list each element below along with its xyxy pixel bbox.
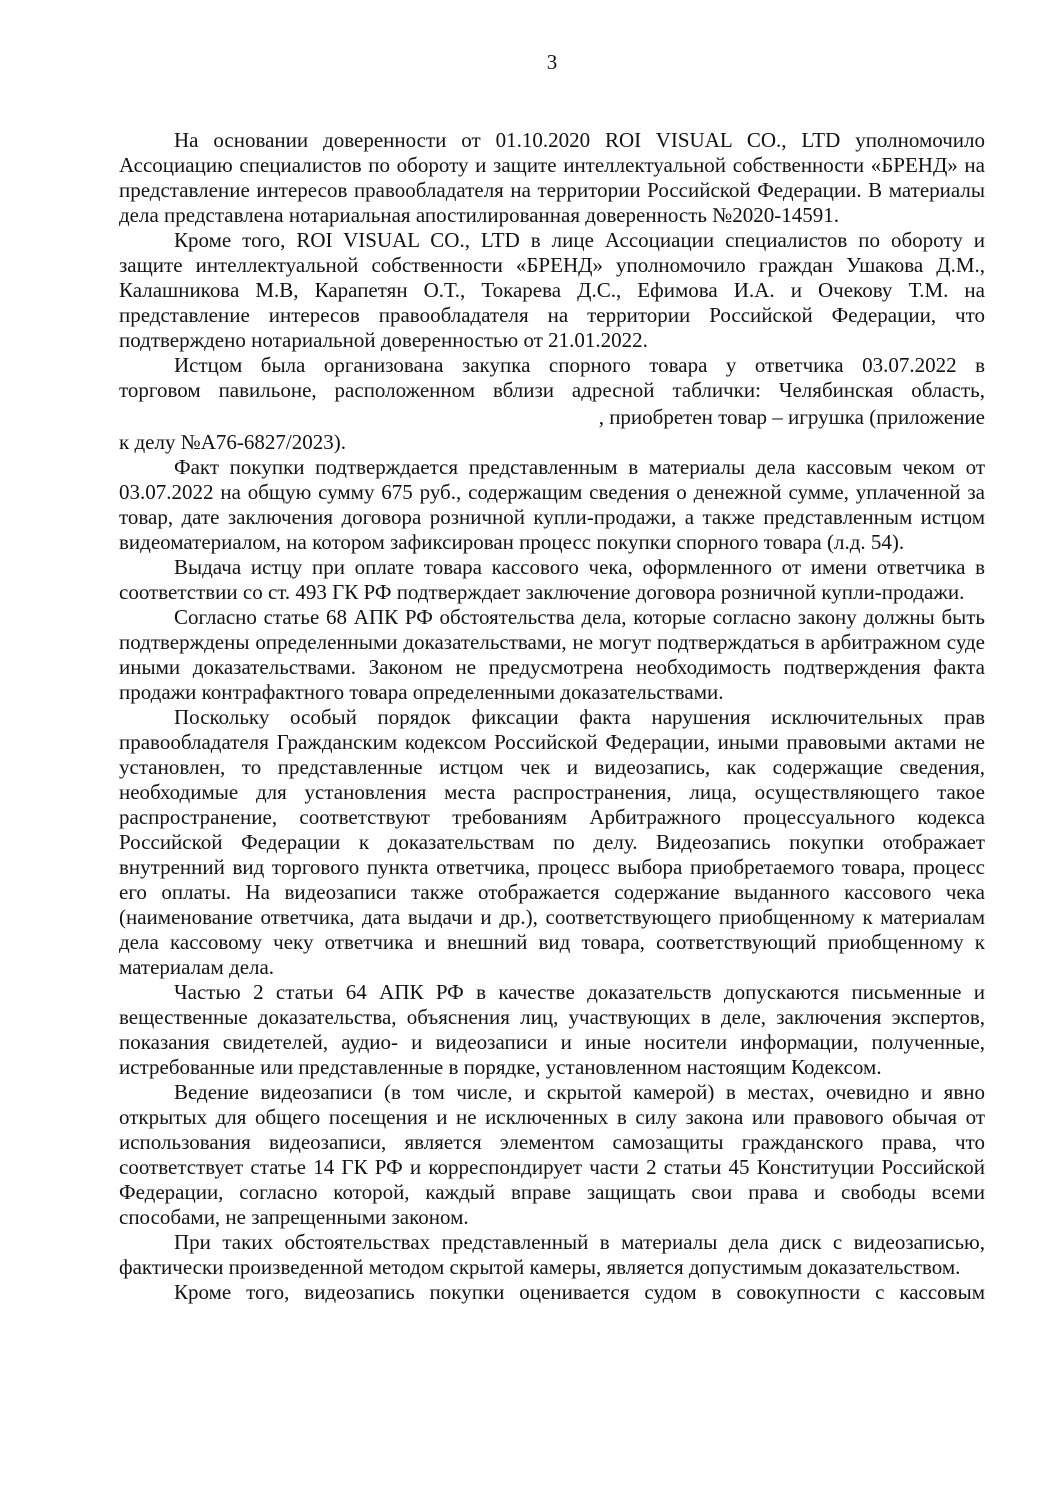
page-number: 3	[546, 50, 558, 74]
paragraph-video-recording-legality: Ведение видеозаписи (в том числе, и скрытой камерой) в местах, очевидно и явно открытых для общего посещения и не исключенных в силу закона или правового обычая от использования видеозаписи, является элементом самозащиты гражданского права, что соответствует статье 14 ГК РФ и корреспондирует части 2 статьи 45 Конституции Российской Федерации, согласно которой, каждый вправе защищать свои права и свободы всеми способами, не запрещенными законом.	[119, 1080, 985, 1229]
paragraph-disc-admissibility: При таких обстоятельствах представленный в материалы дела диск с видеозаписью, фактически произведенной методом скрытой камеры, является допустимым доказательством.	[119, 1230, 985, 1279]
paragraph-receipt-issuance: Выдача истцу при оплате товара кассового чека, оформленного от имени ответчика в соответствии со ст. 493 ГК РФ подтверждает заключение договора розничной купли-продажи.	[119, 555, 985, 604]
paragraph-line: торговом павильоне, расположенном вблизи адресной таблички: Челябинская область,	[119, 378, 985, 402]
paragraph-line: Истцом была организована закупка спорного товара у ответчика 03.07.2022 в	[174, 353, 985, 377]
paragraph-purchase-with-redaction	[119, 353, 985, 455]
paragraph-line-text: , приобретен товар – игрушка (приложение	[598, 405, 985, 429]
paragraph-article-64: Частью 2 статьи 64 АПК РФ в качестве доказательств допускаются письменные и вещественные доказательства, объяснения лиц, участвующих в деле, заключения экспертов, показания свидетелей, аудио- и видеозаписи и иные носители информации, полученные, истребованные или представленные в порядке, установленном настоящим Кодексом.	[119, 980, 985, 1079]
paragraph-authorization-citizens: Кроме того, ROI VISUAL CO., LTD в лице Ассоциации специалистов по обороту и защите интеллектуальной собственности «БРЕНД» уполномочило граждан Ушакова Д.М., Калашникова М.В, Карапетян О.Т., Токарева Д.С., Ефимова И.А. и Очекову Т.М. на представление интересов правообладателя на территории Российской Федерации, что подтверждено нотариальной доверенностью от 21.01.2022.	[119, 228, 985, 352]
paragraph-purchase-fact: Факт покупки подтверждается представленным в материалы дела кассовым чеком от 03.07.2022 на общую сумму 675 руб., содержащим сведения о денежной сумме, уплаченной за товар, дате заключения договора розничной купли-продажи, а также представленным истцом видеоматериалом, на котором зафиксирован процесс покупки спорного товара (л.д. 54).	[119, 455, 985, 554]
paragraph-authorization-brand: На основании доверенности от 01.10.2020 ROI VISUAL CO., LTD уполномочило Ассоциацию специалистов по обороту и защите интеллектуальной собственности «БРЕНД» на представление интересов правообладателя на территории Российской Федерации. В материалы дела представлена нотариальная апостилированная доверенность №2020-14591.	[119, 128, 985, 227]
paragraph-line: к делу №А76-6827/2023).	[119, 430, 346, 454]
paragraph-video-assessment-continued: Кроме того, видеозапись покупки оценивается судом в совокупности с кассовым	[174, 1280, 985, 1304]
document-body	[119, 128, 985, 1305]
paragraph-evidence-requirements: Поскольку особый порядок фиксации факта нарушения исключительных прав правообладателя Гражданским кодексом Российской Федерации, иными правовыми актами не установлен, то представленные истцом чек и видеозапись, как содержащие сведения, необходимые для установления места распространения, лица, осуществляющего такое распространение, соответствуют требованиям Арбитражного процессуального кодекса Российской Федерации к доказательствам по делу. Видеозапись покупки отображает внутренний вид торгового пункта ответчика, процесс выбора приобретаемого товара, процесс его оплаты. На видеозаписи также отображается содержание выданного кассового чека (наименование ответчика, дата выдачи и др.), соответствующего приобщенному к материалам дела кассовому чеку ответчика и внешний вид товара, соответствующий приобщенному к материалам дела.	[119, 705, 985, 979]
paragraph-line-redacted	[119, 403, 985, 430]
paragraph-article-68: Согласно статье 68 АПК РФ обстоятельства дела, которые согласно закону должны быть подтверждены определенными доказательствами, не могут подтверждаться в арбитражном суде иными доказательствами. Законом не предусмотрена необходимость подтверждения факта продажи контрафактного товара определенными доказательствами.	[119, 605, 985, 704]
